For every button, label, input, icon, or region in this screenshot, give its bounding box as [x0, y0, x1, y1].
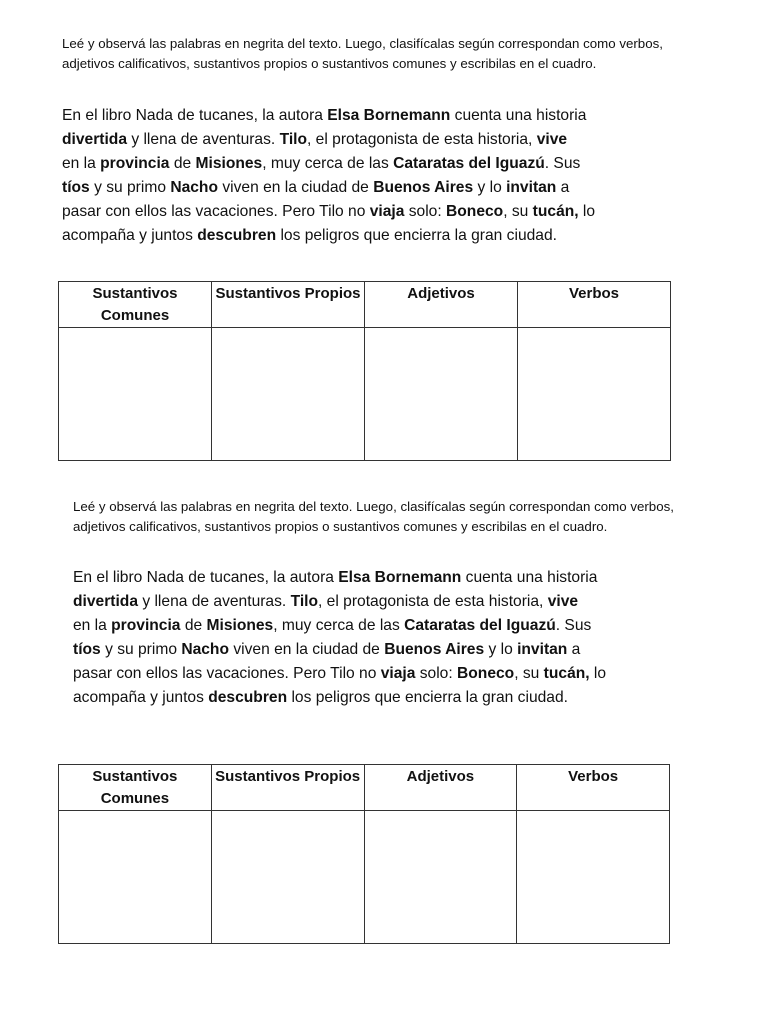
answer-cell-adjetivos[interactable]	[365, 328, 518, 461]
story-segment: de	[169, 155, 196, 172]
bold-word: vive	[536, 131, 568, 148]
bold-word: Misiones	[195, 155, 263, 172]
bold-word: viaja	[369, 203, 405, 220]
header-sustantivos-comunes: Sustantivos Comunes	[59, 282, 212, 328]
bold-word: vive	[547, 593, 579, 610]
bold-word: divertida	[73, 593, 138, 610]
story-segment: en la	[73, 617, 112, 634]
story-line	[73, 614, 743, 638]
story-segment: de	[180, 617, 207, 634]
story-line	[62, 152, 742, 176]
bold-word: tucán,	[543, 665, 590, 682]
story-segment: a	[567, 641, 581, 658]
story-segment: solo:	[415, 665, 458, 682]
answer-cell-sustantivos-comunes[interactable]	[59, 811, 212, 944]
story-line	[73, 566, 743, 590]
story-segment: , el protagonista de esta historia,	[318, 593, 548, 610]
header-adjetivos: Adjetivos	[365, 282, 518, 328]
story-line	[62, 104, 742, 128]
answer-cell-sustantivos-comunes[interactable]	[59, 328, 212, 461]
story-segment: en la	[62, 155, 101, 172]
story-segment: , muy cerca de las	[262, 155, 394, 172]
story-segment: . Sus	[555, 617, 592, 634]
bold-word: tucán,	[532, 203, 579, 220]
answer-cell-sustantivos-propios[interactable]	[212, 328, 365, 461]
bold-word: Elsa Bornemann	[327, 107, 451, 124]
bold-word: descubren	[197, 227, 277, 244]
story-line	[73, 686, 743, 710]
table-answer-row	[59, 811, 670, 944]
story-line	[62, 128, 742, 152]
story-segment: . Sus	[544, 155, 581, 172]
bold-word: Nacho	[181, 641, 229, 658]
story-segment: a	[556, 179, 570, 196]
story-line	[62, 200, 742, 224]
story-segment: , su	[503, 203, 533, 220]
header-adjetivos: Adjetivos	[364, 765, 517, 811]
story-line	[62, 176, 742, 200]
story-segment: y su primo	[100, 641, 182, 658]
bold-word: provincia	[100, 155, 170, 172]
header-verbos: Verbos	[518, 282, 671, 328]
story-segment: acompaña y juntos	[62, 227, 198, 244]
bold-word: Cataratas del Iguazú	[393, 155, 545, 172]
bold-word: Buenos Aires	[384, 641, 485, 658]
bold-word: Boneco	[457, 665, 515, 682]
bold-word: Tilo	[290, 593, 319, 610]
bold-word: Boneco	[446, 203, 504, 220]
story-segment: y llena de aventuras.	[138, 593, 291, 610]
bold-word: Elsa Bornemann	[338, 569, 462, 586]
story-segment: solo:	[404, 203, 447, 220]
story-segment: lo	[589, 665, 607, 682]
story-line	[62, 224, 742, 248]
bold-word: viaja	[380, 665, 416, 682]
classification-table	[58, 764, 670, 944]
story-segment: viven en la ciudad de	[229, 641, 385, 658]
story-segment: los peligros que encierra la gran ciudad.	[287, 689, 568, 706]
bold-word: descubren	[208, 689, 288, 706]
story-segment: los peligros que encierra la gran ciudad.	[276, 227, 557, 244]
table-header-row	[59, 282, 671, 328]
bold-word: Buenos Aires	[373, 179, 474, 196]
bold-word: invitan	[506, 179, 557, 196]
story-segment: pasar con ellos las vacaciones. Pero Tilo no	[73, 665, 381, 682]
story-text	[73, 566, 743, 710]
header-sustantivos-propios: Sustantivos Propios	[211, 765, 364, 811]
instructions: Leé y observá las palabras en negrita del texto. Luego, clasifícalas según correspondan como verbos, adjetivos calificativos, sustantivos propios o sustantivos comunes y escribilas en el cuadro.	[62, 36, 663, 71]
answer-cell-sustantivos-propios[interactable]	[211, 811, 364, 944]
classification-table	[58, 281, 671, 461]
story-segment: cuenta una historia	[450, 107, 587, 124]
story-segment: y lo	[473, 179, 507, 196]
header-sustantivos-propios: Sustantivos Propios	[212, 282, 365, 328]
bold-word: invitan	[517, 641, 568, 658]
table-header-row	[59, 765, 670, 811]
bold-word: Tilo	[279, 131, 308, 148]
story-segment: y su primo	[89, 179, 171, 196]
story-segment: lo	[578, 203, 596, 220]
story-segment: , el protagonista de esta historia,	[307, 131, 537, 148]
story-segment: pasar con ellos las vacaciones. Pero Tilo no	[62, 203, 370, 220]
bold-word: Nacho	[170, 179, 218, 196]
story-segment: , muy cerca de las	[273, 617, 405, 634]
bold-word: Cataratas del Iguazú	[404, 617, 556, 634]
story-segment: acompaña y juntos	[73, 689, 209, 706]
bold-word: provincia	[111, 617, 181, 634]
bold-word: divertida	[62, 131, 127, 148]
header-sustantivos-comunes: Sustantivos Comunes	[59, 765, 212, 811]
instructions: Leé y observá las palabras en negrita del texto. Luego, clasifícalas según correspondan como verbos, adjetivos calificativos, sustantivos propios o sustantivos comunes y escribilas en el cuadro.	[73, 499, 674, 534]
bold-word: tíos	[62, 179, 90, 196]
story-segment: viven en la ciudad de	[218, 179, 374, 196]
answer-cell-verbos[interactable]	[517, 811, 670, 944]
story-segment: y llena de aventuras.	[127, 131, 280, 148]
story-segment: En el libro Nada de tucanes, la autora	[73, 569, 339, 586]
story-line	[73, 638, 743, 662]
answer-cell-adjetivos[interactable]	[364, 811, 517, 944]
header-verbos: Verbos	[517, 765, 670, 811]
answer-cell-verbos[interactable]	[518, 328, 671, 461]
story-segment: , su	[514, 665, 544, 682]
story-segment: cuenta una historia	[461, 569, 598, 586]
story-segment: y lo	[484, 641, 518, 658]
table-answer-row	[59, 328, 671, 461]
story-segment: En el libro Nada de tucanes, la autora	[62, 107, 328, 124]
story-text	[62, 104, 742, 248]
bold-word: tíos	[73, 641, 101, 658]
story-line	[73, 590, 743, 614]
story-line	[73, 662, 743, 686]
bold-word: Misiones	[206, 617, 274, 634]
